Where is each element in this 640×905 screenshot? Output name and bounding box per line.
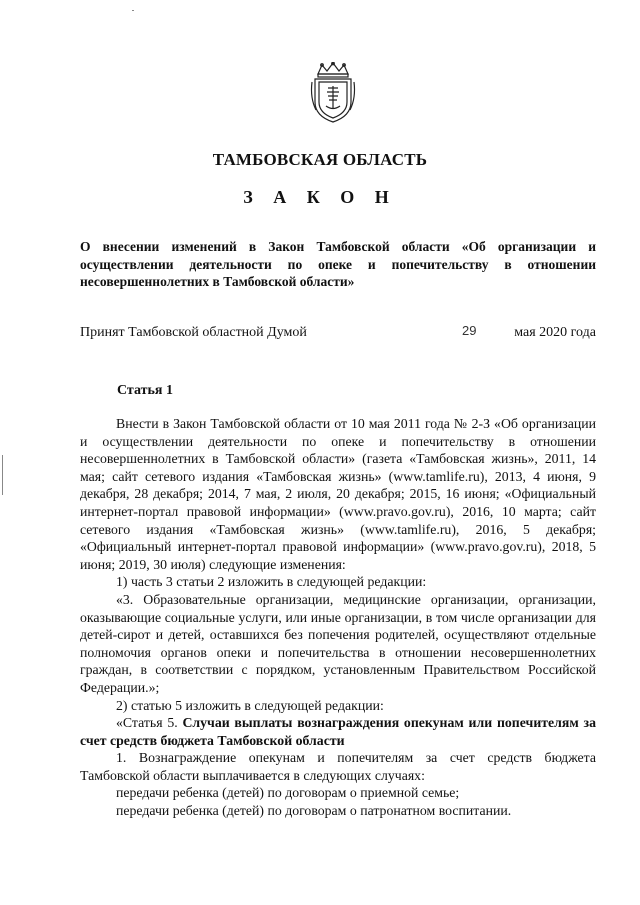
paragraph: 2) статью 5 изложить в следующей редакции: [116,697,384,713]
scan-mark [2,455,3,495]
paragraph: 1) часть 3 статьи 2 изложить в следующей редакции: [116,574,427,590]
region-title: ТАМБОВСКАЯ ОБЛАСТЬ [212,150,428,169]
paragraph: 1. Вознаграждение опекунам и попечителям за счет средств бюджета Тамбовской области выплачивается в следующих случаях: [80,750,596,783]
adoption-label: Принят Тамбовской областной Думой [80,325,307,340]
article5-heading [80,714,596,749]
law-title: З А К О Н [243,187,397,207]
tambov-coat-of-arms-icon [308,62,358,124]
article5-prefix: «Статья 5. [116,715,178,731]
adoption-month-year: мая 2020 года [514,325,596,340]
article5-title: Случаи выплаты вознаграждения опекунам или попечителям за счет средств бюджета Тамбовской области [80,715,596,748]
list-item: передачи ребенка (детей) по договорам о приемной семье; [116,785,460,801]
article-body [80,415,596,820]
paragraph: «3. Образовательные организации, медицинские организации, организации, оказывающие социальные услуги, или иные организации, в том числе организации для детей-сирот и детей, оставшихся без попечения родителей, осуществляют отдельные полномочия органов опеки и попечительства в отношении несовершеннолетних граждан, в соответствии с порядком, установленным Правительством Российской Федерации.»; [80,591,596,695]
adoption-day: 29 [462,323,477,338]
list-item: передачи ребенка (детей) по договорам о патронатном воспитании. [116,803,512,819]
scan-mark [132,10,134,11]
paragraph: Внести в Закон Тамбовской области от 10 мая 2011 года № 2-З «Об организации и осуществлении деятельности по опеке и попечительству в отношении несовершеннолетних в Тамбовской области» (газета «Тамбовская жизнь», 2011, 14 мая; сайт сетевого издания «Тамбовская жизнь» (www.tamlife.ru), 2013, 4 июня, 9 декабря, 28 декабря; 2014, 7 мая, 2 июля, 20 декабря; 2015, 16 июня; «Официальный интернет-портал правовой информации» (www.pravo.gov.ru), 2016, 10 марта; сайт сетевого издания «Тамбовская жизнь» (www.tamlife.ru), 2016, 5 декабря; «Официальный интернет-портал правовой информации» (www.pravo.gov.ru), 2018, 5 июня; 2019, 30 июля) следующие изменения: [80,416,596,572]
law-subject: О внесении изменений в Закон Тамбовской области «Об организации и осуществлении деятельности по опеке и попечительству в отношении несовершеннолетних в Тамбовской области» [80,239,596,289]
article-heading: Статья 1 [117,383,173,398]
